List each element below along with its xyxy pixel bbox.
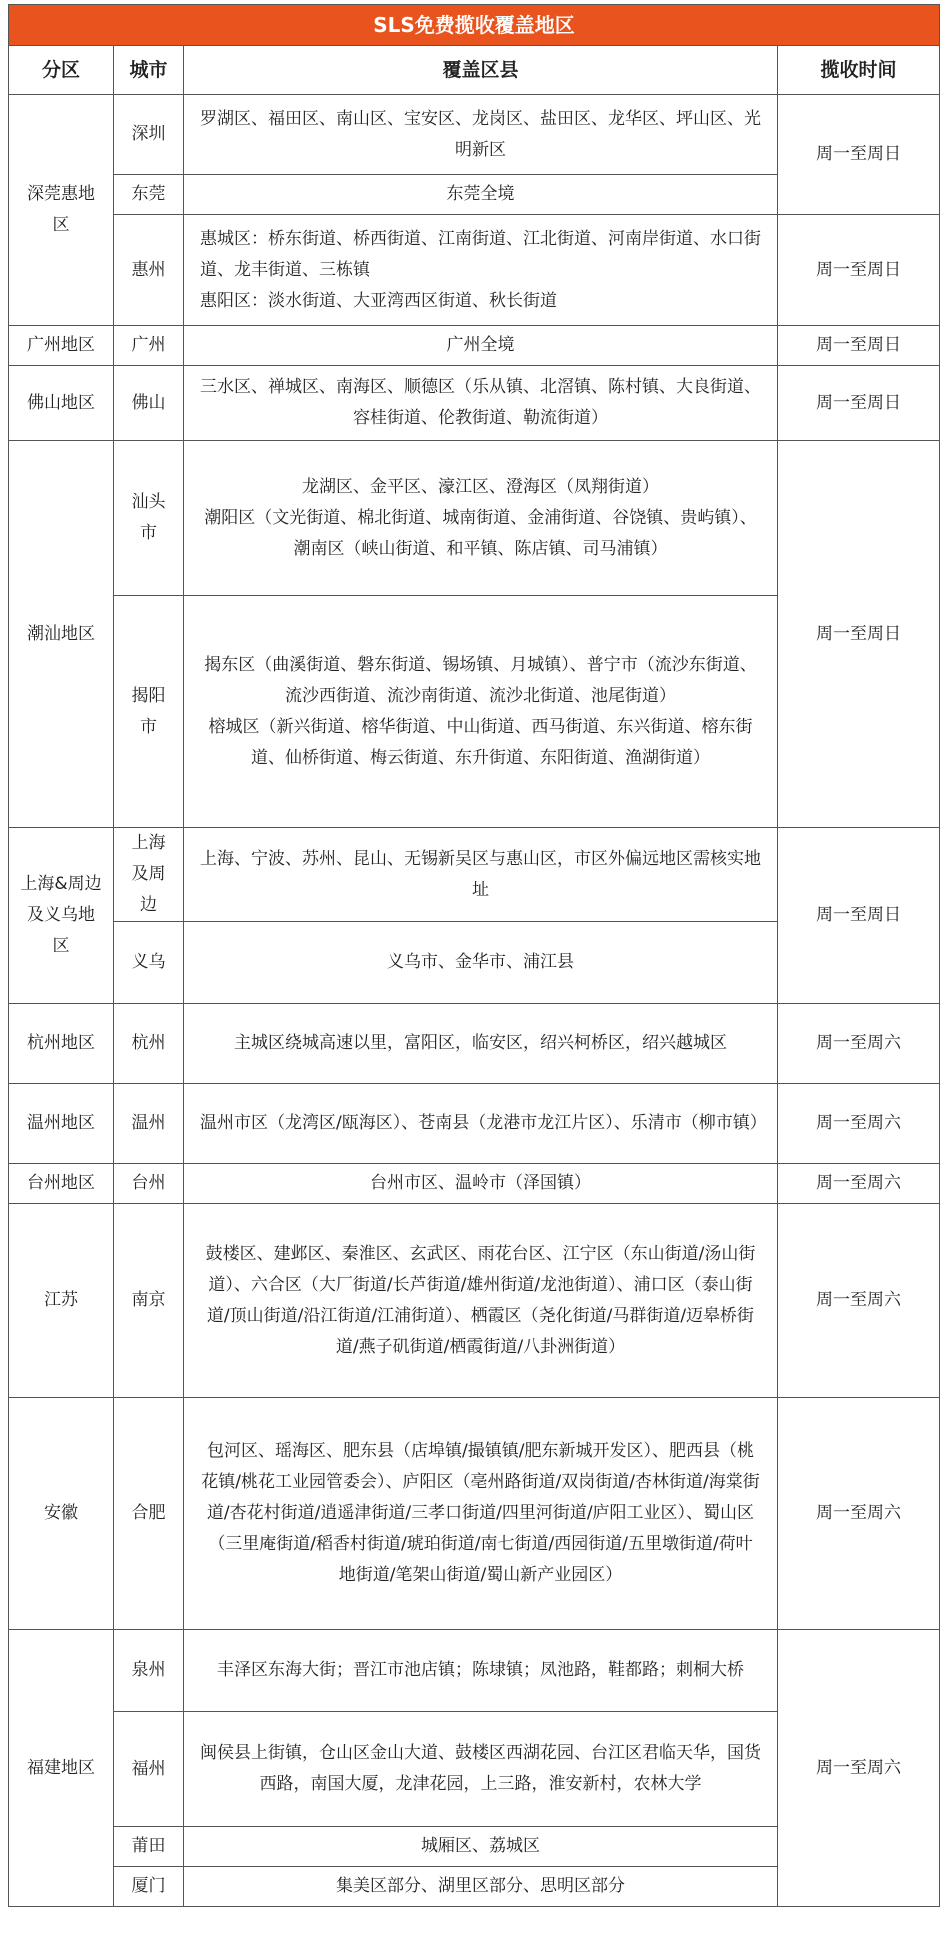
region-cell: 福建地区 (9, 1630, 114, 1907)
coverage-cell (184, 596, 778, 828)
coverage-cell (184, 922, 778, 1004)
coverage-cell (184, 1084, 778, 1164)
region-cell: 潮汕地区 (9, 441, 114, 828)
time-cell: 周一至周六 (778, 1204, 940, 1398)
coverage-text: 罗湖区、福田区、南山区、宝安区、龙岗区、盐田区、龙华区、坪山区、光明新区 (200, 108, 761, 160)
coverage-text: 惠城区：桥东街道、桥西街道、江南街道、江北街道、河南岸街道、水口街道、龙丰街道、三栋镇 (200, 228, 761, 280)
header-row (9, 46, 940, 95)
table-row (9, 1398, 940, 1630)
coverage-cell (184, 441, 778, 596)
region-cell: 温州地区 (9, 1084, 114, 1164)
coverage-table (8, 4, 940, 1907)
table-row (9, 441, 940, 596)
coverage-cell (184, 1164, 778, 1204)
city-cell: 东莞 (114, 175, 184, 215)
coverage-cell (184, 175, 778, 215)
coverage-text: 潮阳区（文光街道、棉北街道、城南街道、金浦街道、谷饶镇、贵屿镇）、潮南区（峡山街道、和平镇、陈店镇、司马浦镇） (204, 507, 757, 559)
city-cell: 广州 (114, 326, 184, 366)
region-cell: 深莞惠地区 (9, 95, 114, 326)
header-coverage: 覆盖区县 (184, 46, 778, 95)
coverage-cell (184, 215, 778, 326)
coverage-text: 城厢区、荔城区 (421, 1836, 540, 1856)
time-cell: 周一至周日 (778, 828, 940, 1004)
time-cell: 周一至周日 (778, 366, 940, 441)
coverage-cell (184, 366, 778, 441)
time-cell: 周一至周日 (778, 215, 940, 326)
city-cell: 厦门 (114, 1867, 184, 1907)
region-cell: 佛山地区 (9, 366, 114, 441)
city-cell: 汕头市 (114, 441, 184, 596)
table-row (9, 366, 940, 441)
coverage-text: 龙湖区、金平区、濠江区、澄海区（凤翔街道） (302, 476, 659, 497)
table-row (9, 95, 940, 175)
table-row (9, 1164, 940, 1204)
city-cell: 温州 (114, 1084, 184, 1164)
coverage-text: 闽侯县上街镇，仓山区金山大道、鼓楼区西湖花园、台江区君临天华，国货西路，南国大厦，龙津花园，上三路，淮安新村，农林大学 (200, 1743, 761, 1794)
city-cell: 台州 (114, 1164, 184, 1204)
coverage-text: 台州市区、温岭市（泽国镇） (370, 1173, 591, 1193)
city-cell: 杭州 (114, 1004, 184, 1084)
city-cell: 泉州 (114, 1630, 184, 1712)
coverage-text: 惠阳区：淡水街道、大亚湾西区街道、秋长街道 (200, 290, 557, 311)
coverage-text: 集美区部分、湖里区部分、思明区部分 (336, 1876, 625, 1896)
coverage-text: 主城区绕城高速以里，富阳区，临安区，绍兴柯桥区，绍兴越城区 (234, 1033, 727, 1053)
coverage-cell (184, 95, 778, 175)
table-row (9, 326, 940, 366)
region-cell: 台州地区 (9, 1164, 114, 1204)
table-title: SLS免费揽收覆盖地区 (9, 5, 940, 46)
coverage-cell (184, 1867, 778, 1907)
region-cell: 安徽 (9, 1398, 114, 1630)
time-cell: 周一至周六 (778, 1164, 940, 1204)
city-cell: 福州 (114, 1712, 184, 1827)
coverage-cell (184, 1712, 778, 1827)
city-cell: 上海及周边 (114, 828, 184, 922)
coverage-cell (184, 1827, 778, 1867)
time-cell: 周一至周六 (778, 1398, 940, 1630)
coverage-text: 揭东区（曲溪街道、磐东街道、锡场镇、月城镇）、普宁市（流沙东街道、流沙西街道、流沙南街道、流沙北街道、池尾街道） (204, 654, 757, 706)
city-cell: 深圳 (114, 95, 184, 175)
coverage-cell (184, 828, 778, 922)
table-row (9, 1204, 940, 1398)
time-cell: 周一至周六 (778, 1084, 940, 1164)
city-cell: 惠州 (114, 215, 184, 326)
city-cell: 揭阳市 (114, 596, 184, 828)
table-row (9, 1084, 940, 1164)
coverage-cell (184, 1398, 778, 1630)
coverage-text: 义乌市、金华市、浦江县 (387, 952, 574, 972)
header-city: 城市 (114, 46, 184, 95)
coverage-text: 东莞全境 (446, 184, 515, 204)
time-cell: 周一至周日 (778, 441, 940, 828)
table-row (9, 1630, 940, 1712)
region-cell: 江苏 (9, 1204, 114, 1398)
coverage-text: 温州市区（龙湾区/瓯海区）、苍南县（龙港市龙江片区）、乐清市（柳市镇） (200, 1113, 767, 1133)
time-cell: 周一至周六 (778, 1004, 940, 1084)
header-region: 分区 (9, 46, 114, 95)
time-cell: 周一至周日 (778, 95, 940, 215)
table-row (9, 215, 940, 326)
header-time: 揽收时间 (778, 46, 940, 95)
table-row (9, 1004, 940, 1084)
coverage-text: 丰泽区东海大街；晋江市池店镇；陈埭镇；凤池路，鞋都路；刺桐大桥 (217, 1660, 744, 1680)
region-cell: 杭州地区 (9, 1004, 114, 1084)
coverage-text: 鼓楼区、建邺区、秦淮区、玄武区、雨花台区、江宁区（东山街道/汤山街道）、六合区（大厂街道/长芦街道/雄州街道/龙池街道）、浦口区（泰山街道/顶山街道/沿江街道/江浦街道）、栖霞区（尧化街道/马群街道/迈皋桥街道/燕子矶街道/栖霞街道/八卦洲街道） (205, 1243, 756, 1357)
coverage-text: 三水区、禅城区、南海区、顺德区（乐从镇、北滘镇、陈村镇、大良街道、容桂街道、伦教街道、勒流街道） (200, 377, 761, 428)
table-row (9, 828, 940, 922)
coverage-text: 包河区、瑶海区、肥东县（店埠镇/撮镇镇/肥东新城开发区）、肥西县（桃花镇/桃花工业园管委会）、庐阳区（亳州路街道/双岗街道/杏林街道/海棠街道/杏花村街道/逍遥津街道/三孝口街道/四里河街道/庐阳工业区）、蜀山区（三里庵街道/稻香村街道/琥珀街道/南七街道/西园街道/五里墩街道/荷叶地街道/笔架山街道/蜀山新产业园区） (201, 1441, 760, 1585)
city-cell: 合肥 (114, 1398, 184, 1630)
coverage-text: 上海、宁波、苏州、昆山、无锡新吴区与惠山区，市区外偏远地区需核实地址 (200, 848, 761, 900)
coverage-cell (184, 1004, 778, 1084)
coverage-cell (184, 1630, 778, 1712)
time-cell: 周一至周六 (778, 1630, 940, 1907)
region-cell: 广州地区 (9, 326, 114, 366)
coverage-cell (184, 326, 778, 366)
city-cell: 莆田 (114, 1827, 184, 1867)
city-cell: 义乌 (114, 922, 184, 1004)
coverage-text: 榕城区（新兴街道、榕华街道、中山街道、西马街道、东兴街道、榕东街道、仙桥街道、梅云街道、东升街道、东阳街道、渔湖街道） (208, 716, 753, 768)
coverage-cell (184, 1204, 778, 1398)
city-cell: 佛山 (114, 366, 184, 441)
region-cell: 上海&周边及义乌地区 (9, 828, 114, 1004)
city-cell: 南京 (114, 1204, 184, 1398)
time-cell: 周一至周日 (778, 326, 940, 366)
coverage-text: 广州全境 (446, 335, 515, 355)
